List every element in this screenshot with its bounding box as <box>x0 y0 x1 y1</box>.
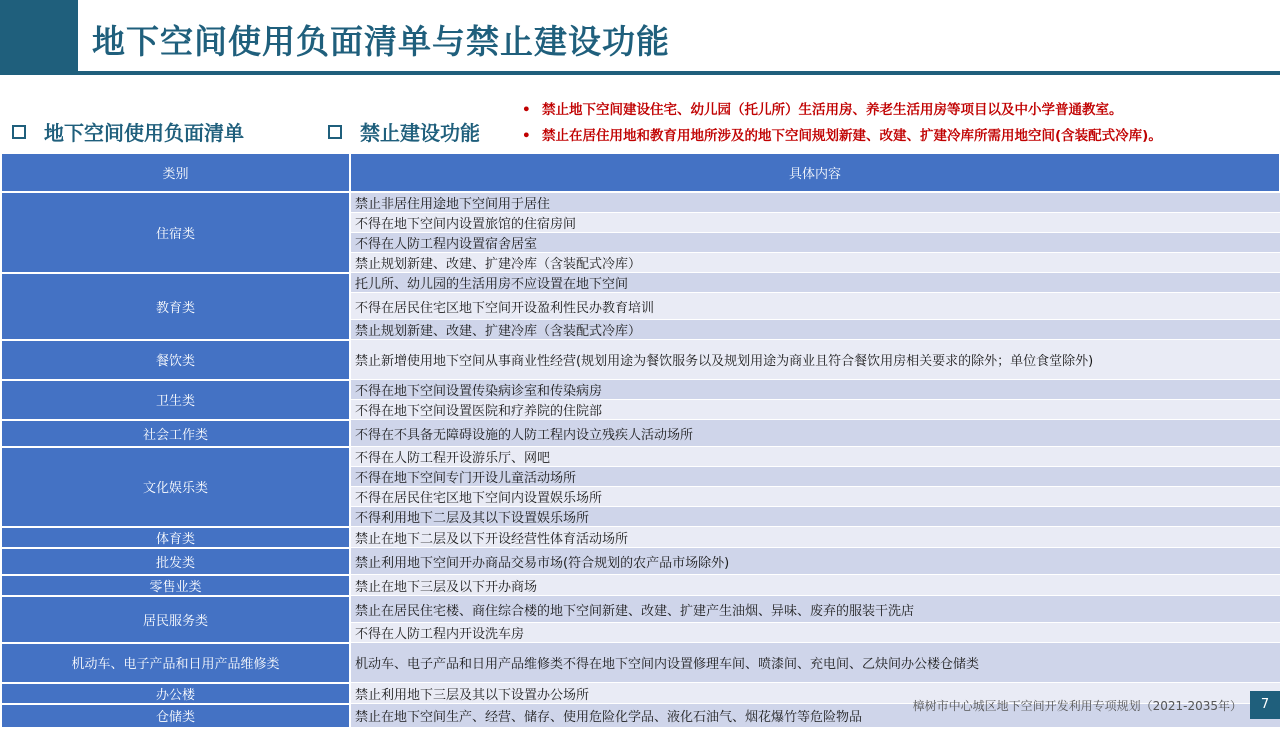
category-cell: 办公楼 <box>2 683 350 704</box>
content-cell: 不得在居民住宅区地下空间内设置娱乐场所 <box>350 487 1280 507</box>
header-content: 具体内容 <box>350 154 1280 192</box>
content-cell: 不得在地下空间设置传染病诊室和传染病房 <box>350 380 1280 400</box>
content-cell: 不得利用地下二层及其以下设置娱乐场所 <box>350 507 1280 527</box>
table-row <box>2 192 1280 213</box>
section-heading-label: 禁止建设功能 <box>360 121 480 145</box>
table-row <box>2 596 1280 623</box>
content-cell: 禁止利用地下空间开办商品交易市场(符合规划的农产品市场除外) <box>350 548 1280 575</box>
content-cell: 禁止在地下三层及以下开办商场 <box>350 575 1280 596</box>
content-cell: 不得在不具备无障碍设施的人防工程内设立残疾人活动场所 <box>350 420 1280 447</box>
category-cell: 居民服务类 <box>2 596 350 643</box>
content-cell: 机动车、电子产品和日用产品维修类不得在地下空间内设置修理车间、喷漆间、充电间、乙炔间办公楼仓储类 <box>350 643 1280 683</box>
content-cell: 不得在人防工程内设置宿舍居室 <box>350 233 1280 253</box>
page-number: 7 <box>1250 691 1280 719</box>
bullet-item: • 禁止地下空间建设住宅、幼儿园（托儿所）生活用房、养老生活用房等项目以及中小学普通教室。 <box>522 97 1162 123</box>
content-cell: 禁止规划新建、改建、扩建冷库（含装配式冷库） <box>350 320 1280 340</box>
page-title: 地下空间使用负面清单与禁止建设功能 <box>92 22 670 61</box>
category-cell: 社会工作类 <box>2 420 350 447</box>
table-row <box>2 447 1280 467</box>
content-cell: 不得在地下空间专门开设儿童活动场所 <box>350 467 1280 487</box>
section-heading-prohibited <box>328 117 480 146</box>
category-cell: 批发类 <box>2 548 350 575</box>
category-cell: 零售业类 <box>2 575 350 596</box>
negative-list-table <box>2 154 1280 729</box>
category-cell: 机动车、电子产品和日用产品维修类 <box>2 643 350 683</box>
content-cell: 不得在人防工程开设游乐厅、网吧 <box>350 447 1280 467</box>
category-cell: 卫生类 <box>2 380 350 420</box>
content-cell: 禁止利用地下三层及其以下设置办公场所 <box>350 683 1280 704</box>
category-cell: 文化娱乐类 <box>2 447 350 527</box>
content-cell: 不得在地下空间设置医院和疗养院的住院部 <box>350 400 1280 420</box>
table-row <box>2 420 1280 447</box>
table-row <box>2 575 1280 596</box>
table-row <box>2 273 1280 293</box>
content-cell: 托儿所、幼儿园的生活用房不应设置在地下空间 <box>350 273 1280 293</box>
content-cell: 不得在居民住宅区地下空间开设盈利性民办教育培训 <box>350 293 1280 320</box>
table-header-row <box>2 154 1280 192</box>
table-row <box>2 340 1280 380</box>
section-heading-label: 地下空间使用负面清单 <box>44 121 244 145</box>
section-heading-negative-list <box>12 117 244 146</box>
content-cell: 禁止新增使用地下空间从事商业性经营(规划用途为餐饮服务以及规划用途为商业且符合餐饮用房相关要求的除外；单位食堂除外) <box>350 340 1280 380</box>
content-cell: 禁止规划新建、改建、扩建冷库（含装配式冷库） <box>350 253 1280 273</box>
content-cell: 禁止在居民住宅楼、商住综合楼的地下空间新建、改建、扩建产生油烟、异味、废弃的服装干洗店 <box>350 596 1280 623</box>
table-row <box>2 527 1280 548</box>
bullet-dot-icon: • <box>522 128 531 144</box>
content-cell: 禁止非居住用途地下空间用于居住 <box>350 192 1280 213</box>
category-cell: 体育类 <box>2 527 350 548</box>
category-cell: 餐饮类 <box>2 340 350 380</box>
bullet-item: • 禁止在居住用地和教育用地所涉及的地下空间规划新建、改建、扩建冷库所需用地空间(含装配式冷库)。 <box>522 123 1162 149</box>
square-bullet-icon <box>328 125 342 139</box>
content-cell: 禁止在地下二层及以下开设经营性体育活动场所 <box>350 527 1280 548</box>
content-cell: 禁止在地下空间生产、经营、储存、使用危险化学品、液化石油气、烟花爆竹等危险物品 <box>350 704 1280 728</box>
footer-text: 樟树市中心城区地下空间开发利用专项规划（2021-2035年） <box>912 699 1242 713</box>
table-row <box>2 380 1280 400</box>
square-bullet-icon <box>12 125 26 139</box>
category-cell: 仓储类 <box>2 704 350 728</box>
bullet-dot-icon: • <box>522 102 531 118</box>
category-cell: 住宿类 <box>2 192 350 273</box>
table-row <box>2 643 1280 683</box>
header-category: 类别 <box>2 154 350 192</box>
content-cell: 不得在地下空间内设置旅馆的住宿房间 <box>350 213 1280 233</box>
table-row <box>2 548 1280 575</box>
content-cell: 不得在人防工程内开设洗车房 <box>350 623 1280 643</box>
prohibited-bullet-list <box>522 97 1162 149</box>
title-accent-block <box>0 0 78 75</box>
category-cell: 教育类 <box>2 273 350 340</box>
